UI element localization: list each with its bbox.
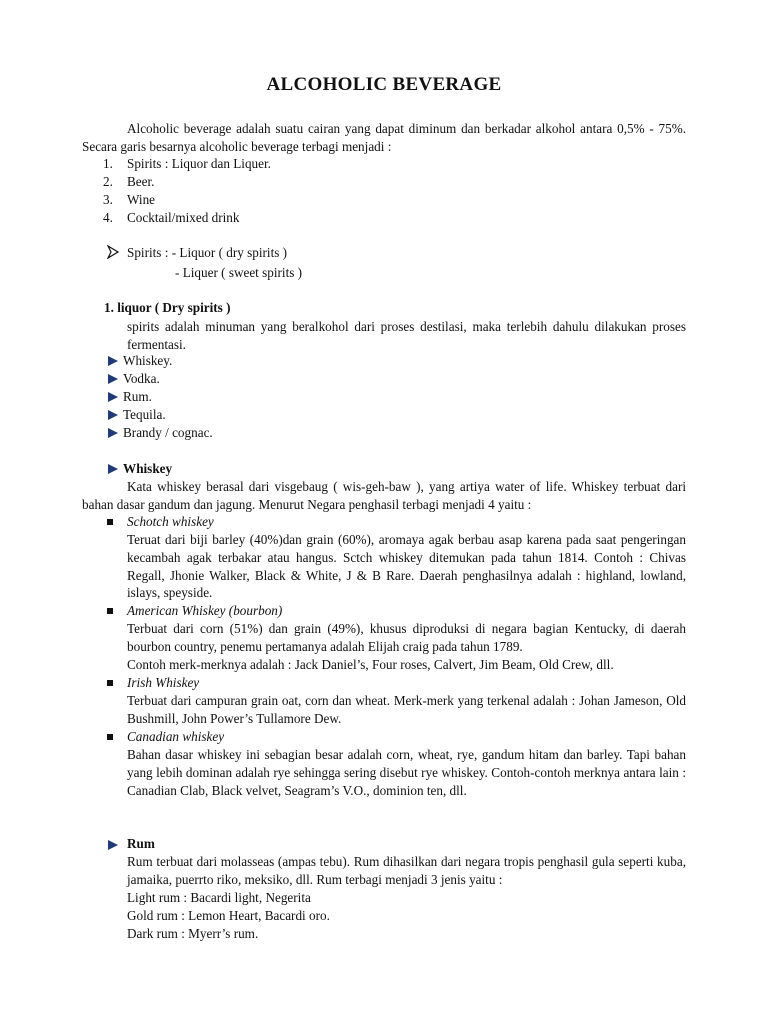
list-item: Brandy / cognac. [123,425,213,440]
section-heading-whiskey: Whiskey [123,461,173,476]
whiskey-type-text: Teruat dari biji barley (40%)dan grain (60%), aromaya agak berbau asap karena pada saat pengeringan kecambah agak terbakar atau hangus. Sctch whiskey ditemukan pada tahun 1814. Contoh : Chivas Regall, Jhonie Walker, Black & White, J & B Rare. Daerah penghasilnya adalah : highland, lowland, islays, speyside. [127,532,686,601]
rum-type: Light rum : Bacardi light, Negerita [127,890,311,905]
list-number: 4. [103,210,113,225]
liquor-paragraph: spirits adalah minuman yang beralkohol dari proses destilasi, maka terlebih dahulu dilakukan proses fermentasi. [127,319,686,352]
whiskey-type-name: Irish Whiskey [127,675,200,690]
whiskey-type-text: Terbuat dari campuran grain oat, corn dan wheat. Merk-merk yang terkenal adalah : Johan Jameson, Old Bushmill, John Power’s Tullamore Dew. [127,693,686,726]
page-title: ALCOHOLIC BEVERAGE [266,74,502,95]
list-item: Wine [127,192,156,207]
triangle-bullet-icon [108,428,118,438]
triangle-bullet-icon [108,840,118,850]
triangle-bullet-icon [108,356,118,366]
list-item: Rum. [123,389,152,404]
triangle-bullet-icon [108,374,118,384]
list-item: Spirits : Liquor dan Liquer. [127,156,271,171]
rum-type: Dark rum : Myerr’s rum. [127,926,259,941]
section-heading-liquor: 1. liquor ( Dry spirits ) [104,300,231,315]
triangle-bullet-icon [108,410,118,420]
list-item: Cocktail/mixed drink [127,210,240,225]
list-item: Vodka. [123,371,160,386]
list-number: 1. [103,156,113,171]
square-bullet-icon [107,680,113,686]
list-item: Beer. [127,174,155,189]
spirits-line: Spirits : - Liquor ( dry spirits ) [127,245,288,260]
triangle-bullet-icon [108,392,118,402]
list-item: Tequila. [123,407,166,422]
whiskey-type-name: American Whiskey (bourbon) [127,603,283,618]
list-item: Whiskey. [123,353,173,368]
whiskey-type-name: Schotch whiskey [127,514,214,529]
whiskey-type-text: Terbuat dari corn (51%) dan grain (49%), khusus diproduksi di negara bagian Kentucky, di daerah bourbon country, penemu pertamanya adalah Elijah craig pada tahun 1789. [127,621,686,654]
list-number: 3. [103,192,113,207]
rum-paragraph: Rum terbuat dari molasseas (ampas tebu). Rum dihasilkan dari negara tropis penghasil gula seperti kuba, jamaika, puerrto riko, meksiko, dll. Rum terbagi menjadi 3 jenis yaitu : [127,854,686,887]
list-number: 2. [103,174,113,189]
whiskey-type-text: Contoh merk-merknya adalah : Jack Daniel’s, Four roses, Calvert, Jim Beam, Old Crew, dll. [127,657,614,672]
whiskey-type-name: Canadian whiskey [127,729,225,744]
rum-type: Gold rum : Lemon Heart, Bacardi oro. [127,908,330,923]
arrow-bullet-icon [106,245,120,259]
square-bullet-icon [107,734,113,740]
whiskey-type-text: Bahan dasar whiskey ini sebagian besar adalah corn, wheat, rye, gandum hitam dan barley. Tapi bahan yang lebih dominan adalah rye sehingga sering disebut rye whiskey. Contoh-contoh merknya antara lain : Canadian Clab, Black velvet, Seagram’s V.O., dominion ten, dll. [127,747,686,798]
intro-paragraph: Alcoholic beverage adalah suatu cairan yang dapat diminum dan berkadar alkohol antara 0,5% - 75%. Secara garis besarnya alcoholic beverage terbagi menjadi : [82,121,686,154]
square-bullet-icon [107,519,113,525]
square-bullet-icon [107,608,113,614]
whiskey-paragraph: Kata whiskey berasal dari visgebaug ( wis-geh-baw ), yang artiya water of life. Whiskey terbuat dari bahan dasar gandum dan jagung. Menurut Negara penghasil terbagi menjadi 4 yaitu : [82,479,686,512]
spirits-line: - Liquer ( sweet spirits ) [175,265,303,280]
section-heading-rum: Rum [127,836,155,851]
triangle-bullet-icon [108,464,118,474]
